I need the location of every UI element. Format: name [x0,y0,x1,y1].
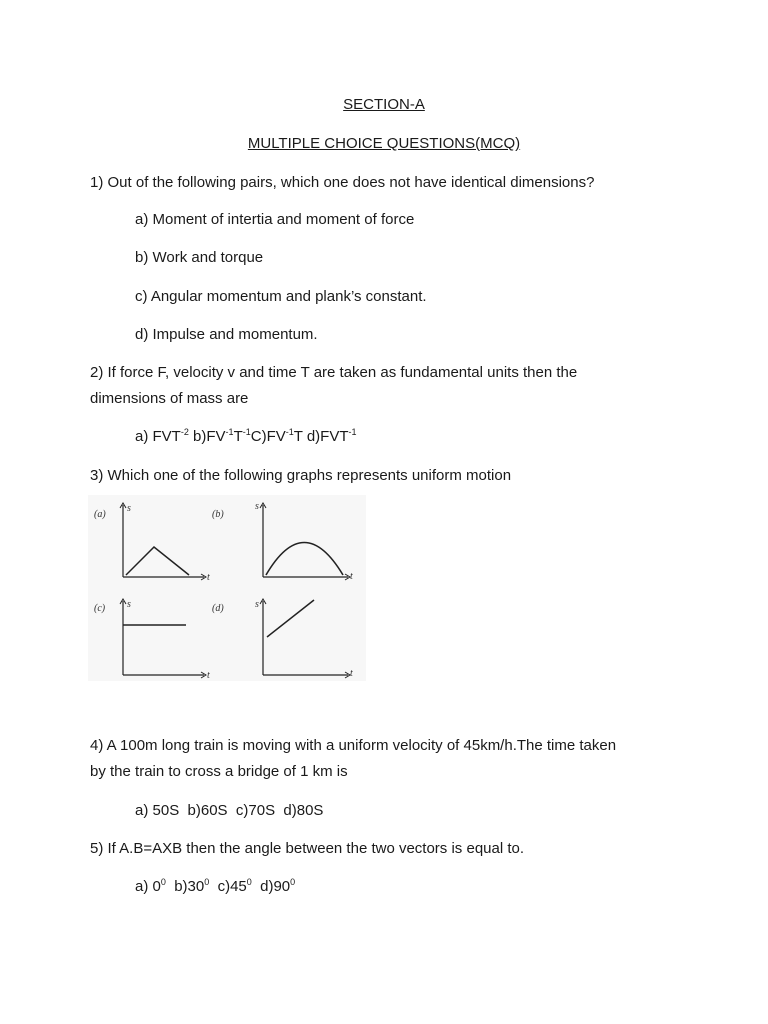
question-4-options: a) 50S b)60S c)70S d)80S [135,802,324,819]
question-5-text: 5) If A.B=AXB then the angle between the two vectors is equal to. [90,840,525,857]
graph-d-t-label: t [350,668,353,679]
q2-option-c-post: T d)FVT [293,428,349,445]
q5-option-a-deg: 0 [160,877,166,887]
question-4-text-line1: 4) A 100m long train is moving with a uniform velocity of 45km/h.The time taken [90,737,617,754]
graph-b-s-label: s [255,501,259,512]
question-3-text: 3) Which one of the following graphs represents uniform motion [90,467,512,484]
graph-b-t-label: t [350,571,353,582]
q2-option-a: a) FVT [135,428,181,445]
q5-option-a: a) 0 [135,878,161,895]
q5-option-d: d)90 [251,878,291,895]
graphs-svg [88,495,366,681]
question-1-option-c: c) Angular momentum and plank’s constant. [135,288,427,305]
q2-option-b-exp2: -1 [242,427,251,437]
question-4-text-line2: by the train to cross a bridge of 1 km is [90,763,348,780]
graph-a-t-label: t [207,572,210,583]
q2-option-c-exp: -1 [285,427,294,437]
q5-option-b-deg: 0 [204,877,210,887]
question-2-options [135,427,357,447]
q2-option-d-exp: -1 [348,427,357,437]
q5-option-b: b)30 [165,878,205,895]
q2-option-b-mid: T [233,428,243,445]
graph-c-t-label: t [207,670,210,681]
graph-a-s-label: s [127,503,131,514]
q2-option-c: C)FV [250,428,286,445]
graph-d-s-label: s [255,599,259,610]
q2-option-b: b)FV [188,428,226,445]
question-1-option-b: b) Work and torque [135,249,264,266]
graph-a-label: (a) [94,509,106,520]
graph-c-s-label: s [127,599,131,610]
graph-b-label: (b) [212,509,224,520]
question-2-text-line2: dimensions of mass are [90,390,249,407]
q5-option-d-deg: 0 [290,877,296,887]
figure-background [88,495,366,681]
q2-option-a-exp: -2 [180,427,189,437]
q5-option-c: c)45 [209,878,247,895]
question-1-option-a: a) Moment of intertia and moment of force [135,211,415,228]
q2-option-b-exp1: -1 [225,427,234,437]
question-1-text: 1) Out of the following pairs, which one does not have identical dimensions? [90,174,595,191]
graph-d-label: (d) [212,603,224,614]
section-heading: SECTION-A [343,96,425,113]
question-2-text-line1: 2) If force F, velocity v and time T are taken as fundamental units then the [90,364,578,381]
question-5-options [135,877,295,897]
q5-option-c-deg: 0 [246,877,252,887]
graph-c-label: (c) [94,603,106,614]
motion-graphs-figure [88,495,366,681]
mcq-heading: MULTIPLE CHOICE QUESTIONS(MCQ) [247,135,521,152]
question-1-option-d: d) Impulse and momentum. [135,326,318,343]
